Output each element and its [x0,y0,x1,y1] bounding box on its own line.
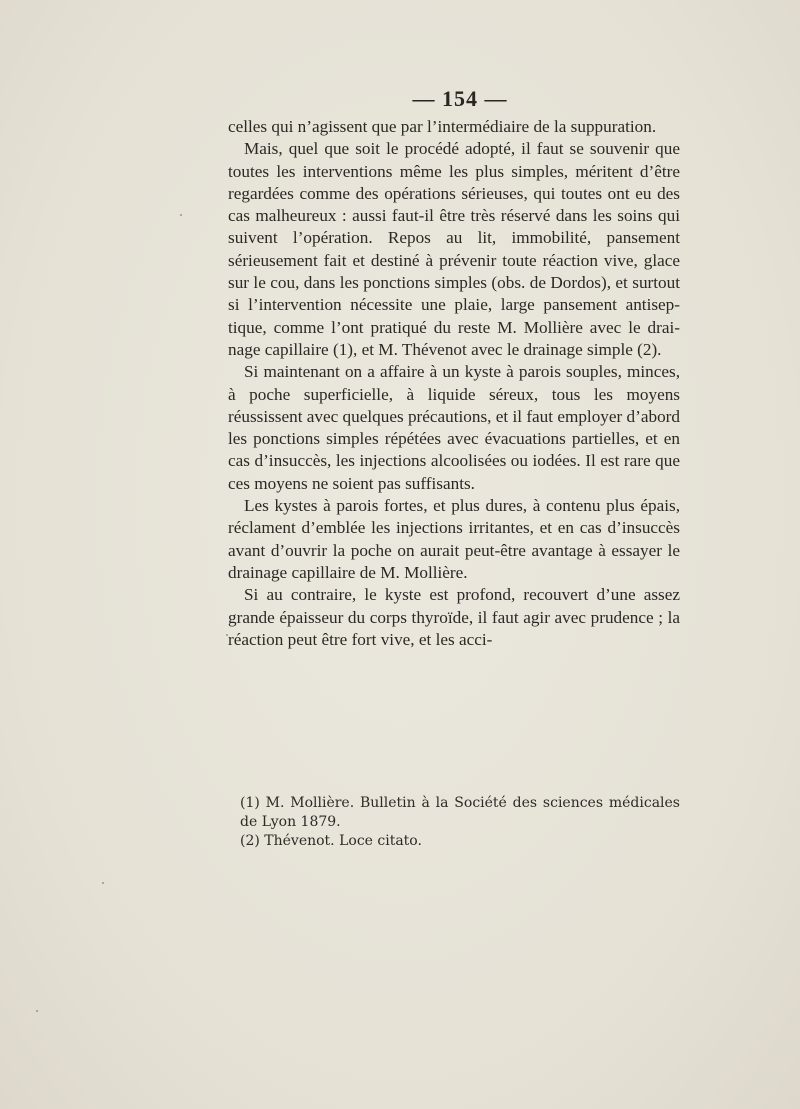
paper-speck [36,1010,38,1012]
footnotes [228,794,680,851]
footnote-1: (1) M. Mollière. Bulletin à la Société des sciences médicales de Lyon 1879. [240,795,680,830]
page-number: — 154 — [412,86,508,111]
main-text [228,116,680,651]
footnote-2: (2) Thévenot. Loce citato. [240,833,422,849]
paper-speck [180,214,182,216]
paper-speck [102,882,104,884]
paragraph-4: Les kystes à parois fortes, et plus dures, à contenu plus épais, réclament d’emblée les injections irritantes, et en cas d’insuccès avant d’ouvrir la poche on aurait peut-être avantage à essayer le drainage capillaire de M. Mollière. [228,496,680,582]
paragraph-2: Mais, quel que soit le procédé adopté, il faut se souvenir que toutes les interventions même les plus simples, méritent d’être regardées comme des opérations sérieuses, qui toutes ont eu des cas malheureux : aussi faut-il être très réservé dans les soins qui suivent l’opération. Repos au lit, immobilité, pansement sérieusement fait et destiné à prévenir toute réaction vive, glace sur le cou, dans les ponctions simples (obs. de Dordos), et surtout si l’intervention nécessite une plaie, large pansement antiseptique, comme l’ont pratiqué du reste M. Mollière avec le drainage capillaire (1), et M. Thévenot avec le drainage simple (2). [228,139,680,359]
paragraph-5: Si au contraire, le kyste est profond, recouvert d’une assez grande épaisseur du corps thyroïde, il faut agir avec prudence ; la réaction peut être fort vive, et les acci- [228,585,680,649]
paragraph-3: Si maintenant on a affaire à un kyste à parois souples, minces, à poche superficielle, à liquide séreux, tous les moyens réussissent avec quelques précautions, et il faut employer d’abord les ponctions simples répétées avec évacuations partielles, et en cas d’insuccès, les injections alcoolisées ou iodées. Il est rare que ces moyens ne soient pas suffisants. [228,362,680,493]
paragraph-1: celles qui n’agissent que par l’intermédiaire de la suppuration. [228,117,657,136]
paper-speck [226,634,228,636]
